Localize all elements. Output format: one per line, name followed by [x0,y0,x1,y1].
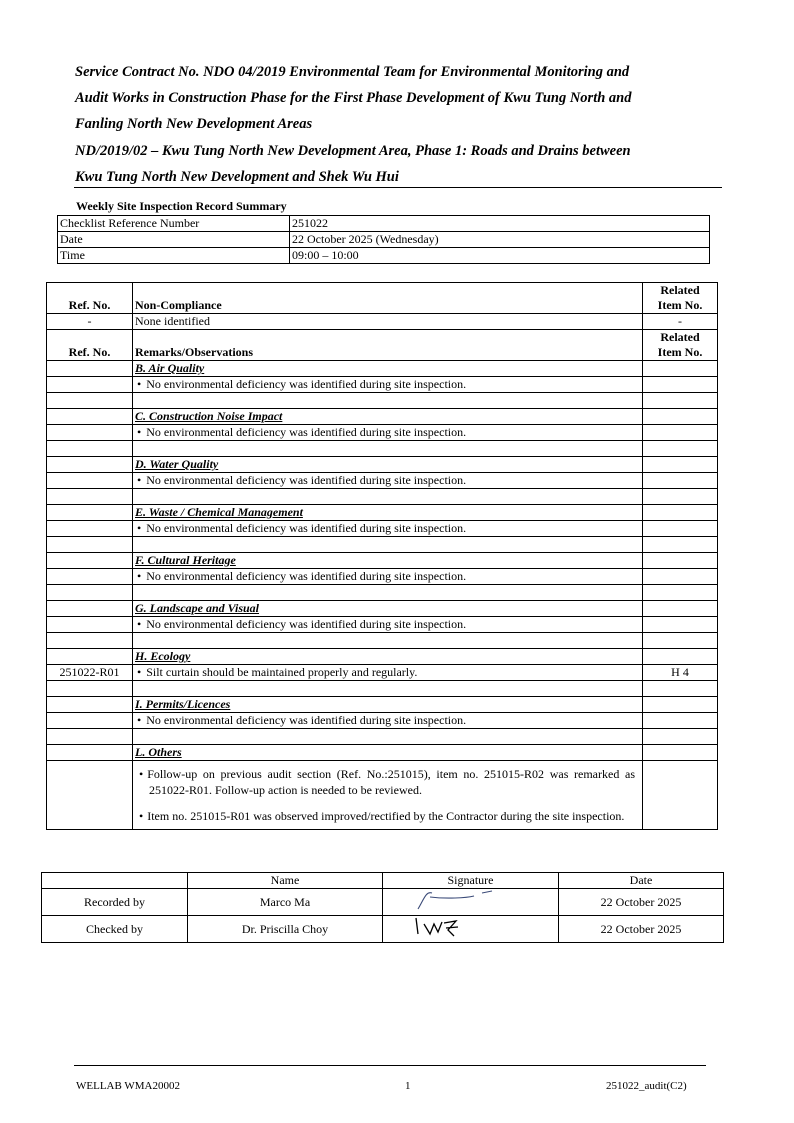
spacer-cell [47,633,133,649]
spacer-cell [643,393,718,409]
category-ref-cell [47,601,133,617]
category-title: L. Others [133,745,643,761]
category-related-cell [643,457,718,473]
category-title-row [47,409,718,425]
category-title: B. Air Quality [133,361,643,377]
remark-row [47,521,718,537]
category-ref-cell [47,745,133,761]
category-title-row [47,601,718,617]
noncompliance-header: Non-Compliance [133,283,643,314]
spacer-cell [643,633,718,649]
spacer-cell [47,489,133,505]
others-row [47,761,718,830]
category-ref-cell [47,409,133,425]
related-header-line-1: Related [660,330,700,344]
remark-text: • No environmental deficiency was identified during site inspection. [135,377,466,391]
remark-ref [47,713,133,729]
ref-header: Ref. No. [47,330,133,361]
remark-ref [47,425,133,441]
signoff-name-header: Name [188,873,383,889]
remark-text: • No environmental deficiency was identified during site inspection. [135,569,466,583]
remark-cell [133,569,643,585]
remark-related [643,473,718,489]
summary-table [57,215,710,264]
remark-ref [47,521,133,537]
remark-row [47,569,718,585]
contract-line-1: Service Contract No. NDO 04/2019 Environmental Team for Environmental Monitoring and [75,64,630,80]
spacer-cell [133,393,643,409]
spacer-row [47,729,718,745]
spacer-cell [643,537,718,553]
signoff-role-header [42,873,188,889]
spacer-cell [133,489,643,505]
page-number: 1 [405,1080,411,1092]
remark-related [643,617,718,633]
category-title-row [47,697,718,713]
noncompliance-row [47,314,718,330]
related-header [643,283,718,314]
remark-cell [133,713,643,729]
footer-rule [74,1065,706,1066]
category-ref-cell [47,553,133,569]
summary-title: Weekly Site Inspection Record Summary [76,199,287,213]
spacer-row [47,633,718,649]
category-title-row [47,745,718,761]
remark-row [47,473,718,489]
spacer-row [47,441,718,457]
spacer-row [47,393,718,409]
category-related-cell [643,649,718,665]
category-related-cell [643,505,718,521]
category-title-row [47,457,718,473]
spacer-row [47,489,718,505]
remark-ref [47,569,133,585]
remark-text: • No environmental deficiency was identified during site inspection. [135,617,466,631]
category-title-row [47,505,718,521]
signature-recorded [383,889,559,916]
remark-ref [47,377,133,393]
remark-text: • No environmental deficiency was identified during site inspection. [135,425,466,439]
category-title: I. Permits/Licences [133,697,643,713]
ref-header: Ref. No. [47,283,133,314]
summary-label: Date [58,232,290,248]
contract-line-2: Audit Works in Construction Phase for the First Phase Development of Kwu Tung North and [75,90,632,106]
category-title: F. Cultural Heritage [133,553,643,569]
category-related-cell [643,409,718,425]
remark-cell [133,425,643,441]
summary-label: Checklist Reference Number [58,216,290,232]
signoff-date: 22 October 2025 [559,889,724,916]
others-cell [133,761,643,830]
remark-related: H 4 [643,665,718,681]
remark-text: • No environmental deficiency was identified during site inspection. [135,473,466,487]
signature-checked [383,916,559,943]
remark-cell [133,665,643,681]
category-ref-cell [47,649,133,665]
spacer-cell [643,441,718,457]
signoff-header-row [42,873,724,889]
spacer-cell [643,489,718,505]
summary-value: 09:00 – 10:00 [290,248,710,264]
category-title-row [47,649,718,665]
signoff-role: Checked by [42,916,188,943]
spacer-cell [643,585,718,601]
signoff-name: Marco Ma [188,889,383,916]
category-title: G. Landscape and Visual [133,601,643,617]
signoff-row-recorded [42,889,724,916]
spacer-cell [47,537,133,553]
project-line-1: ND/2019/02 – Kwu Tung North New Development Area, Phase 1: Roads and Drains between [75,143,631,159]
spacer-cell [47,729,133,745]
spacer-row [47,585,718,601]
remark-row [47,665,718,681]
signoff-table [41,872,724,943]
spacer-cell [47,681,133,697]
category-title: H. Ecology [133,649,643,665]
remark-ref [47,617,133,633]
category-title: D. Water Quality [133,457,643,473]
summary-row-time [58,248,710,264]
project-title [75,138,715,190]
footer-right: 251022_audit(C2) [606,1080,687,1092]
signoff-row-checked [42,916,724,943]
remark-ref: 251022-R01 [47,665,133,681]
handwritten-signature-icon [396,916,546,938]
category-related-cell [643,361,718,377]
remark-row [47,713,718,729]
inspection-table [46,282,718,830]
contract-line-3: Fanling North New Development Areas [75,116,313,132]
category-related-cell [643,745,718,761]
remark-related [643,425,718,441]
remark-cell [133,377,643,393]
category-title-row [47,553,718,569]
remark-related [643,569,718,585]
remark-cell [133,617,643,633]
summary-value: 22 October 2025 (Wednesday) [290,232,710,248]
header-rule [74,187,722,188]
summary-value: 251022 [290,216,710,232]
others-item: • Follow-up on previous audit section (Ref. No.:251015), item no. 251015-R02 was remarked as 251022-R01. Follow-up action is needed to be reviewed. [135,761,640,803]
spacer-cell [643,729,718,745]
summary-row-date [58,232,710,248]
category-related-cell [643,601,718,617]
noncompliance-desc: None identified [133,314,643,330]
category-ref-cell [47,457,133,473]
others-related [643,761,718,830]
related-header [643,330,718,361]
signoff-signature-header: Signature [383,873,559,889]
spacer-cell [47,585,133,601]
remark-row [47,377,718,393]
remark-ref [47,473,133,489]
handwritten-signature-icon [396,889,546,911]
spacer-cell [47,393,133,409]
project-line-2: Kwu Tung North New Development and Shek Wu Hui [75,169,399,185]
spacer-cell [47,441,133,457]
category-title: E. Waste / Chemical Management [133,505,643,521]
category-ref-cell [47,697,133,713]
spacer-cell [133,729,643,745]
category-related-cell [643,553,718,569]
remark-related [643,713,718,729]
signoff-role: Recorded by [42,889,188,916]
spacer-cell [133,681,643,697]
others-item: • Item no. 251015-R01 was observed improved/rectified by the Contractor during the site inspection. [135,803,640,829]
noncompliance-ref: - [47,314,133,330]
others-ref [47,761,133,830]
remark-cell [133,473,643,489]
spacer-cell [133,633,643,649]
contract-title [75,59,715,137]
related-header-line-1: Related [660,283,700,297]
category-title: C. Construction Noise Impact [133,409,643,425]
category-ref-cell [47,361,133,377]
spacer-cell [133,585,643,601]
category-title-row [47,361,718,377]
remark-text: • No environmental deficiency was identified during site inspection. [135,713,466,727]
signoff-date-header: Date [559,873,724,889]
summary-label: Time [58,248,290,264]
spacer-row [47,681,718,697]
footer-left: WELLAB WMA20002 [76,1080,180,1092]
related-header-line-2: Item No. [657,345,703,359]
remark-related [643,521,718,537]
spacer-cell [133,441,643,457]
category-ref-cell [47,505,133,521]
remark-cell [133,521,643,537]
spacer-cell [643,681,718,697]
remarks-header-row [47,330,718,361]
spacer-cell [133,537,643,553]
remark-row [47,617,718,633]
remark-row [47,425,718,441]
category-related-cell [643,697,718,713]
signoff-date: 22 October 2025 [559,916,724,943]
noncompliance-header-row [47,283,718,314]
noncompliance-related: - [643,314,718,330]
remark-text: • No environmental deficiency was identified during site inspection. [135,521,466,535]
signoff-name: Dr. Priscilla Choy [188,916,383,943]
remark-text: • Silt curtain should be maintained properly and regularly. [135,665,417,679]
remark-related [643,377,718,393]
summary-row-reference [58,216,710,232]
related-header-line-2: Item No. [657,298,703,312]
spacer-row [47,537,718,553]
remarks-header: Remarks/Observations [133,330,643,361]
